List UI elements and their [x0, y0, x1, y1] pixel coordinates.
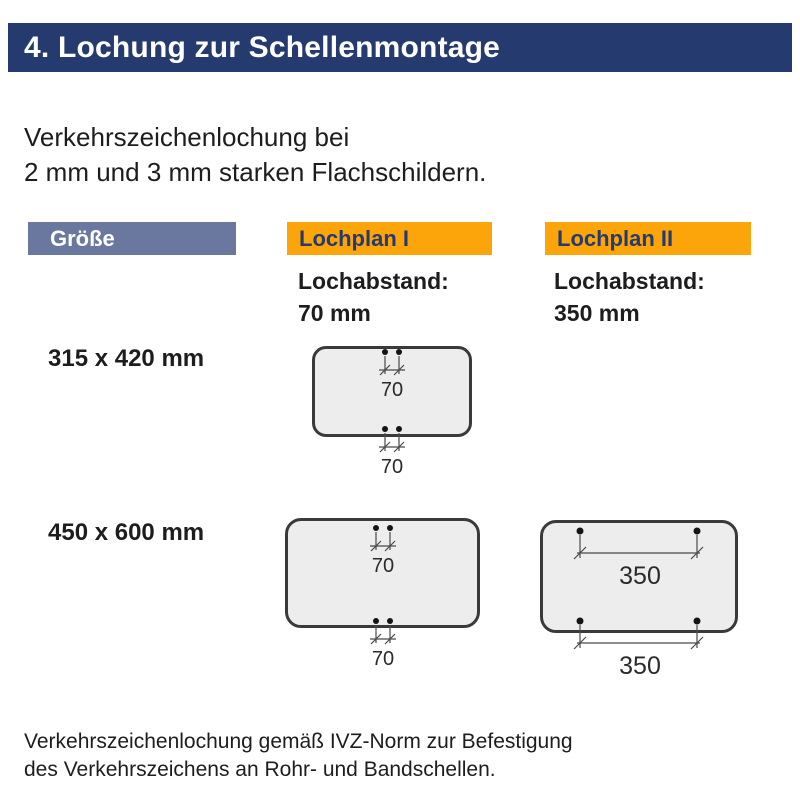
dimension-70-sign2-bottom [361, 617, 405, 671]
plan1-spacing [298, 265, 449, 329]
plan2-spacing-value: 350 mm [554, 300, 640, 326]
intro-line-1: Verkehrszeichenlochung bei [24, 122, 350, 152]
plan1-spacing-value: 70 mm [298, 300, 371, 326]
dimension-70-value: 70 [380, 456, 404, 478]
hole-pair-dimension-icon [370, 348, 414, 378]
footer-line-2: des Verkehrszeichens an Rohr- und Bandschellen. [24, 758, 496, 781]
dimension-350-value: 350 [619, 562, 661, 590]
column-header-lochplan-2 [545, 222, 751, 255]
column-header-lochplan-2-label: Lochplan II [557, 225, 674, 251]
dimension-350-value: 350 [619, 652, 661, 680]
column-header-lochplan-1 [287, 222, 492, 255]
dimension-350-sign3-top [570, 527, 710, 591]
hole-pair-dimension-icon [570, 527, 710, 561]
dimension-70-sign1-bottom [370, 425, 414, 479]
hole-pair-dimension-icon [361, 617, 405, 647]
footer-note [24, 728, 573, 784]
column-header-size [28, 222, 236, 255]
section-title-bar [8, 23, 792, 72]
plan2-spacing [554, 265, 705, 329]
hole-pair-dimension-icon [570, 617, 710, 651]
row-size-450x600: 450 x 600 mm [48, 519, 205, 546]
dimension-70-sign2-top [361, 524, 405, 578]
row-size-315x420: 315 x 420 mm [48, 345, 205, 372]
dimension-70-value: 70 [380, 379, 404, 401]
dimension-70-sign1-top [370, 348, 414, 402]
page-title: 4. Lochung zur Schellenmontage [24, 30, 501, 64]
footer-line-1: Verkehrszeichenlochung gemäß IVZ-Norm zur Befestigung [24, 730, 573, 753]
dimension-350-sign3-bottom [570, 617, 710, 681]
dimension-70-value: 70 [371, 555, 395, 577]
dimension-70-value: 70 [371, 648, 395, 670]
intro-text [24, 120, 486, 190]
plan2-spacing-label: Lochabstand: [554, 268, 705, 294]
column-header-lochplan-1-label: Lochplan I [299, 225, 409, 251]
hole-pair-dimension-icon [361, 524, 405, 554]
hole-pair-dimension-icon [370, 425, 414, 455]
column-header-size-label: Größe [50, 225, 115, 251]
intro-line-2: 2 mm und 3 mm starken Flachschildern. [24, 157, 487, 187]
plan1-spacing-label: Lochabstand: [298, 268, 449, 294]
